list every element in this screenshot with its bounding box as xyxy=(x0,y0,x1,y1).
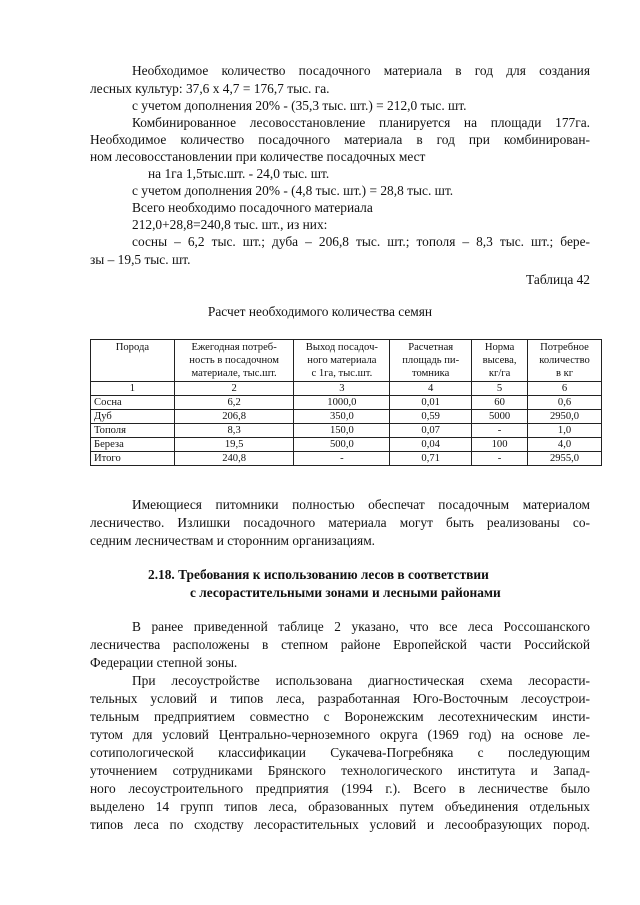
table-cell: 206,8 xyxy=(174,410,294,424)
text-line: В ранее приведенной таблице 2 указано, что все леса Россошанского xyxy=(132,619,590,634)
section-heading-line: 2.18. Требования к использованию лесов в соответствии xyxy=(148,567,489,582)
column-number: 6 xyxy=(528,382,602,396)
table-cell: 0,59 xyxy=(390,410,472,424)
text-line: зы – 19,5 тыс. шт. xyxy=(90,252,191,267)
table-cell: 150,0 xyxy=(294,424,390,438)
table-cell: Дуб xyxy=(91,410,175,424)
text-line: ном лесовосстановлении при количестве посадочных мест xyxy=(90,149,426,164)
table-cell: Итого xyxy=(91,452,175,466)
table-cell: 8,3 xyxy=(174,424,294,438)
table-cell: 0,01 xyxy=(390,396,472,410)
column-header: Расчетная площадь пи- томника xyxy=(390,340,472,382)
column-header: Выход посадоч- ного материала с 1га, тыс.шт. xyxy=(294,340,390,382)
text-line: Комбинированное лесовосстановление планируется на площади 177га. xyxy=(132,115,590,130)
text-line: Всего необходимо посадочного материала xyxy=(132,200,373,215)
text-line: тельным предприятием совместно с Воронежским лесотехническим инсти- xyxy=(90,709,590,724)
table-cell: 350,0 xyxy=(294,410,390,424)
seed-calculation-table xyxy=(90,339,602,466)
table-cell: - xyxy=(472,424,528,438)
table-cell: 1,0 xyxy=(528,424,602,438)
table-cell: 240,8 xyxy=(174,452,294,466)
text-line: При лесоустройстве использована диагностическая схема лесорасти- xyxy=(132,673,590,688)
table-cell: - xyxy=(294,452,390,466)
text-line: типов леса по сходству лесорастительных условий и лесообразующих пород. xyxy=(90,817,590,832)
table-total-row xyxy=(91,452,602,466)
text-line: Необходимое количество посадочного материала в год при комбинирован- xyxy=(90,132,590,147)
table-cell: Береза xyxy=(91,438,175,452)
text-line: с учетом дополнения 20% - (4,8 тыс. шт.) = 28,8 тыс. шт. xyxy=(132,183,454,198)
column-number: 1 xyxy=(91,382,175,396)
table-title: Расчет необходимого количества семян xyxy=(207,304,433,319)
table-cell: 100 xyxy=(472,438,528,452)
table-cell: 500,0 xyxy=(294,438,390,452)
section-heading-line: с лесорастительными зонами и лесными районами xyxy=(190,585,501,600)
text-line: Федерации степной зоны. xyxy=(90,655,238,670)
column-header: Ежегодная потреб- ность в посадочном материале, тыс.шт. xyxy=(174,340,294,382)
table-cell: 6,2 xyxy=(174,396,294,410)
text-line: лесных культур: 37,6 х 4,7 = 176,7 тыс. га. xyxy=(90,81,330,96)
column-number: 4 xyxy=(390,382,472,396)
table-cell: Сосна xyxy=(91,396,175,410)
table-cell: Тополя xyxy=(91,424,175,438)
text-line: тельных условий и типов леса, разработанная Юго-Восточным лесоустрои- xyxy=(90,691,590,706)
text-line: 212,0+28,8=240,8 тыс. шт., из них: xyxy=(132,217,328,232)
column-header: Потребное количество в кг xyxy=(528,340,602,382)
table-row xyxy=(91,424,602,438)
text-line: тутом для условий Центрально-черноземного округа (1969 год) на основе ле- xyxy=(90,727,590,742)
table-cell: 0,71 xyxy=(390,452,472,466)
text-line: лесничества расположены в степном районе Европейской части Российской xyxy=(90,637,590,652)
table-row xyxy=(91,396,602,410)
text-line: сосны – 6,2 тыс. шт.; дуба – 206,8 тыс. шт.; тополя – 8,3 тыс. шт.; бере- xyxy=(132,234,590,249)
text-line: ного лесоустроительного предприятия (1994 г.). Всего в лесничестве было xyxy=(90,781,590,796)
table-cell: - xyxy=(472,452,528,466)
column-number: 3 xyxy=(294,382,390,396)
text-line: с учетом дополнения 20% - (35,3 тыс. шт.) = 212,0 тыс. шт. xyxy=(132,98,467,113)
table-cell: 2955,0 xyxy=(528,452,602,466)
table-row xyxy=(91,410,602,424)
table-header-row xyxy=(91,340,602,382)
text-line: седним лесничествам и сторонним организациям. xyxy=(90,533,376,548)
table-cell: 60 xyxy=(472,396,528,410)
text-line: уточнением сотрудниками Брянского технологического института и Запад- xyxy=(90,763,590,778)
table-cell: 5000 xyxy=(472,410,528,424)
table-cell: 4,0 xyxy=(528,438,602,452)
table-cell: 0,04 xyxy=(390,438,472,452)
text-line: Необходимое количество посадочного материала в год для создания xyxy=(132,63,590,78)
table-row xyxy=(91,438,602,452)
text-line: Имеющиеся питомники полностью обеспечат посадочным материалом xyxy=(132,497,590,512)
table-label: Таблица 42 xyxy=(526,272,590,287)
text-line: лесничество. Излишки посадочного материала могут быть реализованы со- xyxy=(90,515,590,530)
table-cell: 2950,0 xyxy=(528,410,602,424)
text-line: сотипологической классификации Сукачева-Погребняка с последующим xyxy=(90,745,590,760)
column-number-row xyxy=(91,382,602,396)
table-cell: 0,07 xyxy=(390,424,472,438)
column-number: 2 xyxy=(174,382,294,396)
text-line: на 1га 1,5тыс.шт. - 24,0 тыс. шт. xyxy=(148,166,330,181)
table-cell: 19,5 xyxy=(174,438,294,452)
column-header: Порода xyxy=(91,340,175,382)
column-number: 5 xyxy=(472,382,528,396)
text-line: выделено 14 групп типов леса, образованных путем объединения отдельных xyxy=(90,799,590,814)
column-header: Норма высева, кг/га xyxy=(472,340,528,382)
table-cell: 0,6 xyxy=(528,396,602,410)
table-cell: 1000,0 xyxy=(294,396,390,410)
